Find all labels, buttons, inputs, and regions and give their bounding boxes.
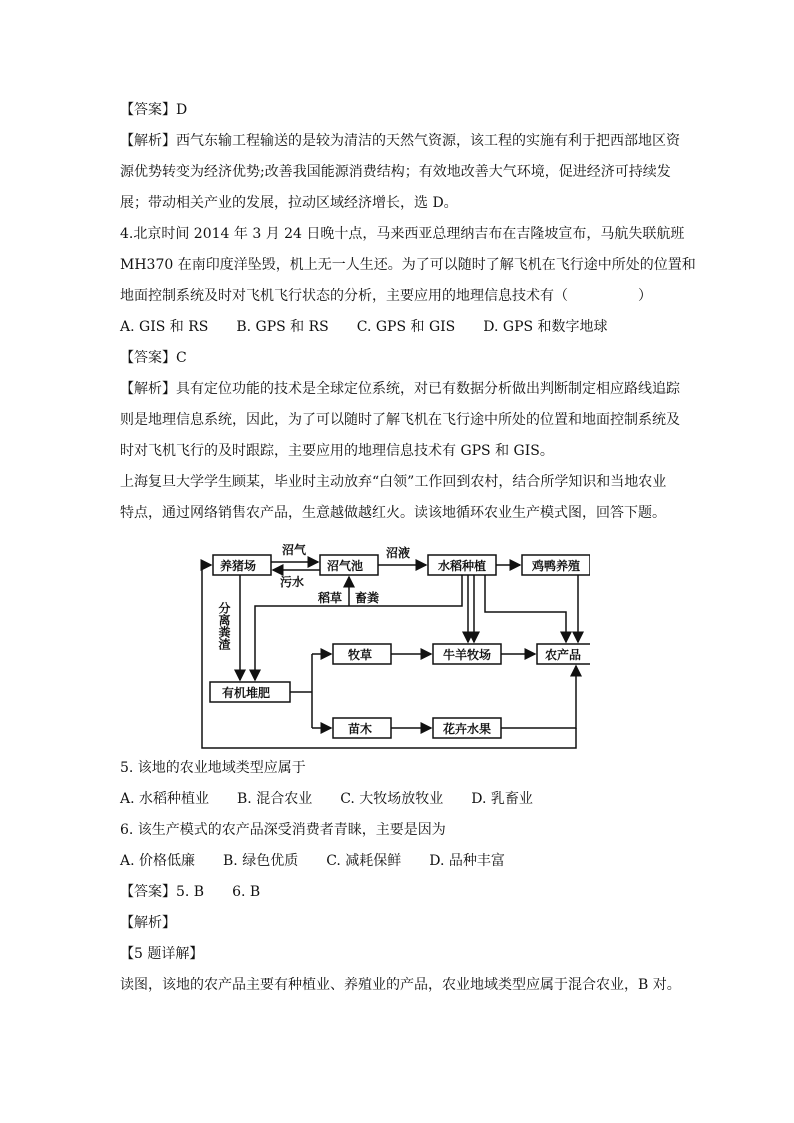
question-4-text: MH370 在南印度洋坠毁，机上无一人生还。为了可以随时了解飞机在飞行途中所处的位置和 (120, 257, 696, 273)
edge-label-manure: 畜粪 (355, 591, 380, 605)
circular-agriculture-diagram (200, 542, 590, 752)
question-5-text: 5. 该地的农业地域类型应属于 (120, 760, 306, 776)
analysis-heading: 【解析】 (120, 915, 176, 931)
answer-label: 【答案】D (120, 102, 188, 118)
node-grass-label: 牧草 (348, 648, 373, 662)
question-4-options: A. GIS 和 RS B. GPS 和 RS C. GPS 和 GIS D. GPS 和数字地球 (120, 319, 608, 335)
intro-text: 特点，通过网络销售农产品，生意越做越红火。读该地循环农业生产模式图，回答下题。 (120, 505, 666, 521)
node-flowers-label: 花卉水果 (443, 722, 492, 736)
question-5-options: A. 水稻种植业 B. 混合农业 C. 大牧场放牧业 D. 乳畜业 (120, 791, 533, 807)
answer-label: 【答案】5. B 6. B (120, 884, 261, 900)
node-biogas-pit-label: 沼气池 (327, 559, 364, 573)
analysis-text: 则是地理信息系统，因此，为了可以随时了解飞机在飞行途中所处的位置和地面控制系统及 (120, 412, 680, 428)
analysis-text: 【解析】具有定位功能的技术是全球定位系统，对已有数据分析做出判断制定相应路线追踪 (120, 381, 680, 397)
node-products-label: 农产品 (545, 648, 582, 662)
node-pig-farm-label: 养猪场 (220, 559, 257, 573)
question-5-detail-text: 读图，该地的农产品主要有种植业、养殖业的产品，农业地域类型应属于混合农业，B 对。 (120, 977, 681, 993)
question-6-options: A. 价格低廉 B. 绿色优质 C. 减耗保鲜 D. 品种丰富 (120, 853, 505, 869)
node-cattle-label: 牛羊牧场 (443, 648, 492, 662)
document-page-continued (120, 758, 680, 1006)
edge-label-sewage: 污水 (280, 575, 305, 589)
edge-label-straw: 稻草 (318, 591, 343, 605)
edge-label-biogas: 沼气 (282, 543, 307, 557)
question-5-detail-heading: 【5 题详解】 (120, 946, 204, 962)
node-rice-label: 水稻种植 (438, 559, 487, 573)
document-page (120, 100, 696, 534)
question-4-text: 4.北京时间 2014 年 3 月 24 日晚十点，马来西亚总理纳吉布在吉隆坡宣布，马航失联航班 (120, 226, 685, 242)
analysis-text: 【解析】西气东输工程输送的是较为清洁的天然气资源，该工程的实施有利于把西部地区资 (120, 133, 680, 149)
edge-label-separated: 分离粪渣 (217, 602, 231, 650)
intro-text: 上海复旦大学学生顾某，毕业时主动放弃“白领”工作回到农村，结合所学知识和当地农业 (120, 474, 667, 490)
question-6-text: 6. 该生产模式的农产品深受消费者青睐，主要是因为 (120, 822, 446, 838)
answer-label: 【答案】C (120, 350, 187, 366)
node-poultry-label: 鸡鸭养殖 (532, 559, 581, 573)
question-4-text: 地面控制系统及时对飞机飞行状态的分析，主要应用的地理信息技术有（ ） (120, 288, 652, 304)
analysis-text: 源优势转变为经济优势;改善我国能源消费结构；有效地改善大气环境，促进经济可持续发 (120, 164, 671, 180)
node-seedlings-label: 苗木 (348, 722, 373, 736)
node-compost-label: 有机堆肥 (222, 686, 271, 700)
edge-label-slurry: 沼液 (386, 546, 411, 560)
analysis-text: 展；带动相关产业的发展，拉动区域经济增长，选 D。 (120, 195, 458, 211)
analysis-text: 时对飞机飞行的及时跟踪，主要应用的地理信息技术有 GPS 和 GIS。 (120, 443, 554, 459)
